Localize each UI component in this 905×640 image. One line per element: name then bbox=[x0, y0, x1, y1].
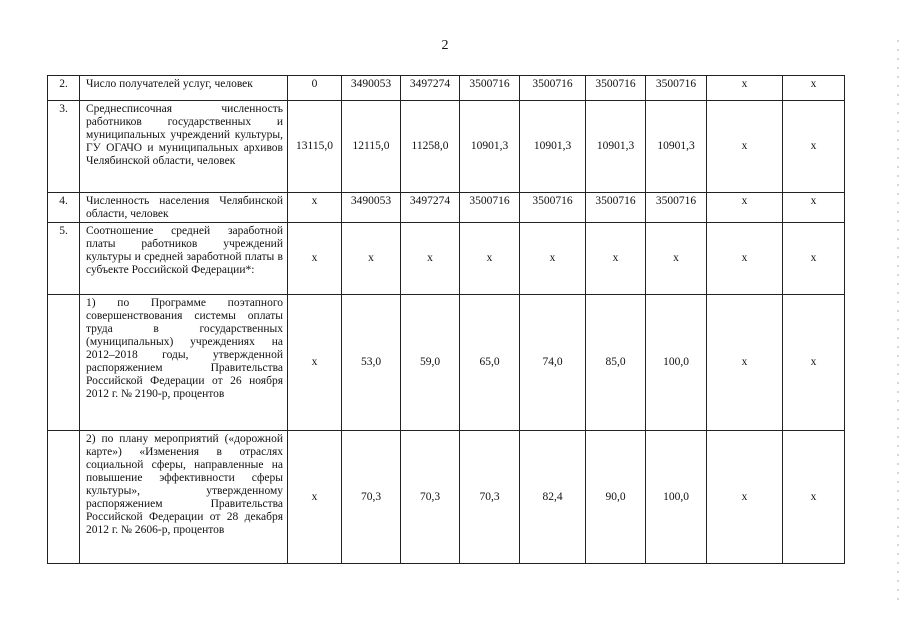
value-cell: 3500716 bbox=[520, 76, 586, 101]
table-row bbox=[48, 223, 845, 295]
value-cell: 12115,0 bbox=[342, 101, 401, 193]
value-cell: x bbox=[783, 295, 845, 431]
table-row bbox=[48, 101, 845, 193]
value-cell: x bbox=[783, 101, 845, 193]
value-cell: x bbox=[783, 76, 845, 101]
value-cell: 70,3 bbox=[401, 431, 460, 564]
scan-edge-marks bbox=[897, 40, 899, 600]
value-cell: 100,0 bbox=[646, 431, 707, 564]
row-description: Соотношение средней заработной платы работников учреждений культуры и средней заработной платы в субъекте Российской Федерации*: bbox=[80, 223, 288, 295]
indicators-table bbox=[47, 75, 845, 564]
value-cell: x bbox=[707, 431, 783, 564]
row-number: 3. bbox=[48, 101, 80, 193]
row-number: 4. bbox=[48, 193, 80, 223]
value-cell: 85,0 bbox=[586, 295, 646, 431]
value-cell: 3490053 bbox=[342, 76, 401, 101]
row-description: Численность населения Челябинской области, человек bbox=[80, 193, 288, 223]
value-cell: x bbox=[783, 223, 845, 295]
value-cell: 10901,3 bbox=[586, 101, 646, 193]
table-row bbox=[48, 193, 845, 223]
row-description: Число получателей услуг, человек bbox=[80, 76, 288, 101]
row-number bbox=[48, 431, 80, 564]
value-cell: x bbox=[288, 295, 342, 431]
value-cell: x bbox=[707, 76, 783, 101]
value-cell: 3500716 bbox=[586, 193, 646, 223]
value-cell: 0 bbox=[288, 76, 342, 101]
value-cell: 3500716 bbox=[646, 193, 707, 223]
value-cell: x bbox=[707, 101, 783, 193]
value-cell: x bbox=[586, 223, 646, 295]
value-cell: x bbox=[646, 223, 707, 295]
value-cell: 3497274 bbox=[401, 76, 460, 101]
table-row bbox=[48, 295, 845, 431]
row-number bbox=[48, 295, 80, 431]
value-cell: 3500716 bbox=[586, 76, 646, 101]
value-cell: x bbox=[520, 223, 586, 295]
value-cell: x bbox=[460, 223, 520, 295]
value-cell: 3500716 bbox=[460, 193, 520, 223]
value-cell: 53,0 bbox=[342, 295, 401, 431]
value-cell: x bbox=[707, 223, 783, 295]
value-cell: 10901,3 bbox=[646, 101, 707, 193]
value-cell: 3500716 bbox=[646, 76, 707, 101]
value-cell: 82,4 bbox=[520, 431, 586, 564]
value-cell: 70,3 bbox=[460, 431, 520, 564]
value-cell: 59,0 bbox=[401, 295, 460, 431]
row-number: 2. bbox=[48, 76, 80, 101]
value-cell: 13115,0 bbox=[288, 101, 342, 193]
value-cell: x bbox=[288, 223, 342, 295]
row-description: 1) по Программе поэтапного совершенствования системы оплаты труда в государственных (муниципальных) учреждениях на 2012–2018 годы, утвержденной распоряжением Правительства Российской Федерации от 26 ноября 2012 г. № 2190-р, процентов bbox=[80, 295, 288, 431]
row-description: Среднесписочная численность работников государственных и муниципальных учреждений культуры, ГУ ОГАЧО и муниципальных архивов Челябинской области, человек bbox=[80, 101, 288, 193]
value-cell: x bbox=[288, 431, 342, 564]
page-number: 2 bbox=[441, 38, 449, 53]
value-cell: 74,0 bbox=[520, 295, 586, 431]
table-row bbox=[48, 76, 845, 101]
row-number: 5. bbox=[48, 223, 80, 295]
value-cell: x bbox=[707, 295, 783, 431]
value-cell: x bbox=[783, 431, 845, 564]
value-cell: 90,0 bbox=[586, 431, 646, 564]
value-cell: 10901,3 bbox=[520, 101, 586, 193]
value-cell: 3500716 bbox=[520, 193, 586, 223]
value-cell: 70,3 bbox=[342, 431, 401, 564]
value-cell: 10901,3 bbox=[460, 101, 520, 193]
value-cell: 65,0 bbox=[460, 295, 520, 431]
row-description: 2) по плану мероприятий («дорожной карте») «Изменения в отраслях социальной сферы, направленные на повышение эффективности сферы культуры», утвержденному распоряжением Правительства Российской Федерации от 28 декабря 2012 г. № 2606-р, процентов bbox=[80, 431, 288, 564]
value-cell: x bbox=[401, 223, 460, 295]
value-cell: 3497274 bbox=[401, 193, 460, 223]
table-row bbox=[48, 431, 845, 564]
value-cell: 3490053 bbox=[342, 193, 401, 223]
value-cell: x bbox=[288, 193, 342, 223]
value-cell: x bbox=[707, 193, 783, 223]
value-cell: x bbox=[783, 193, 845, 223]
value-cell: 3500716 bbox=[460, 76, 520, 101]
value-cell: 100,0 bbox=[646, 295, 707, 431]
value-cell: 11258,0 bbox=[401, 101, 460, 193]
value-cell: x bbox=[342, 223, 401, 295]
